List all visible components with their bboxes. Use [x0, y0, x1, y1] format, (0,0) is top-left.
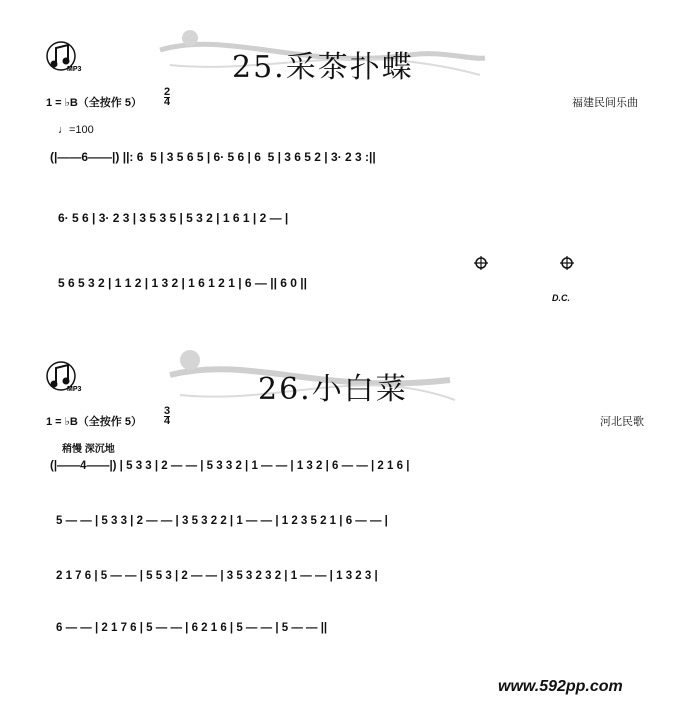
mp3-icon[interactable] [46, 360, 82, 399]
mp3-label: MP3 [67, 66, 82, 73]
song-title: 25.采茶扑蝶 [232, 50, 414, 85]
score-line: 6 — — | 2 1 7 6 | 5 — — | 6 2 1 6 | 5 — — | 5 — — || [56, 622, 328, 634]
score-line: 5 6 5 3 2 | 1 1 2 | 1 3 2 | 1 6 1 2 1 | 6 — || 6 0 || [58, 276, 308, 290]
mp3-icon[interactable] [46, 40, 82, 79]
song-origin: 河北民歌 [600, 416, 644, 428]
tempo-marking: ♩=100 [58, 124, 94, 136]
dc-marking: D.C. [552, 293, 570, 303]
coda-sign [474, 256, 488, 275]
time-signature: 3 4 [164, 405, 171, 427]
tempo-marking: 稍慢 深沉地 [62, 444, 115, 455]
score-line: 2 1 7 6 | 5 — — | 5 5 3 | 2 — — | 3 5 3 2 3 2 | 1 — — | 1 3 2 3 | [56, 570, 378, 582]
coda-sign [560, 256, 574, 275]
site-watermark[interactable]: www.592pp.com [498, 678, 623, 695]
time-signature: 2 4 [164, 86, 171, 108]
mp3-label: MP3 [67, 386, 82, 393]
score-line: 6· 5 6 | 3· 2 3 | 3 5 3 5 | 5 3 2 | 1 6 1 | 2 — | [58, 211, 289, 225]
song-origin: 福建民间乐曲 [572, 97, 638, 109]
score-line: 5 — — | 5 3 3 | 2 — — | 3 5 3 2 2 | 1 — — | 1 2 3 5 2 1 | 6 — — | [56, 515, 388, 527]
song-title: 26.小白菜 [258, 372, 408, 407]
score-line: (|——6——|) ||: 6 5 | 3 5 6 5 | 6· 5 6 | 6 5 | 3 6 5 2 | 3· 2 3 :|| [50, 150, 376, 164]
key-signature: 1 = ♭B（全按作 5） [46, 416, 142, 428]
score-line: (|——4——|) | 5 3 3 | 2 — — | 5 3 3 2 | 1 — — | 1 3 2 | 6 — — | 2 1 6 | [50, 460, 410, 472]
key-signature: 1 = ♭B（全按作 5） [46, 97, 142, 109]
